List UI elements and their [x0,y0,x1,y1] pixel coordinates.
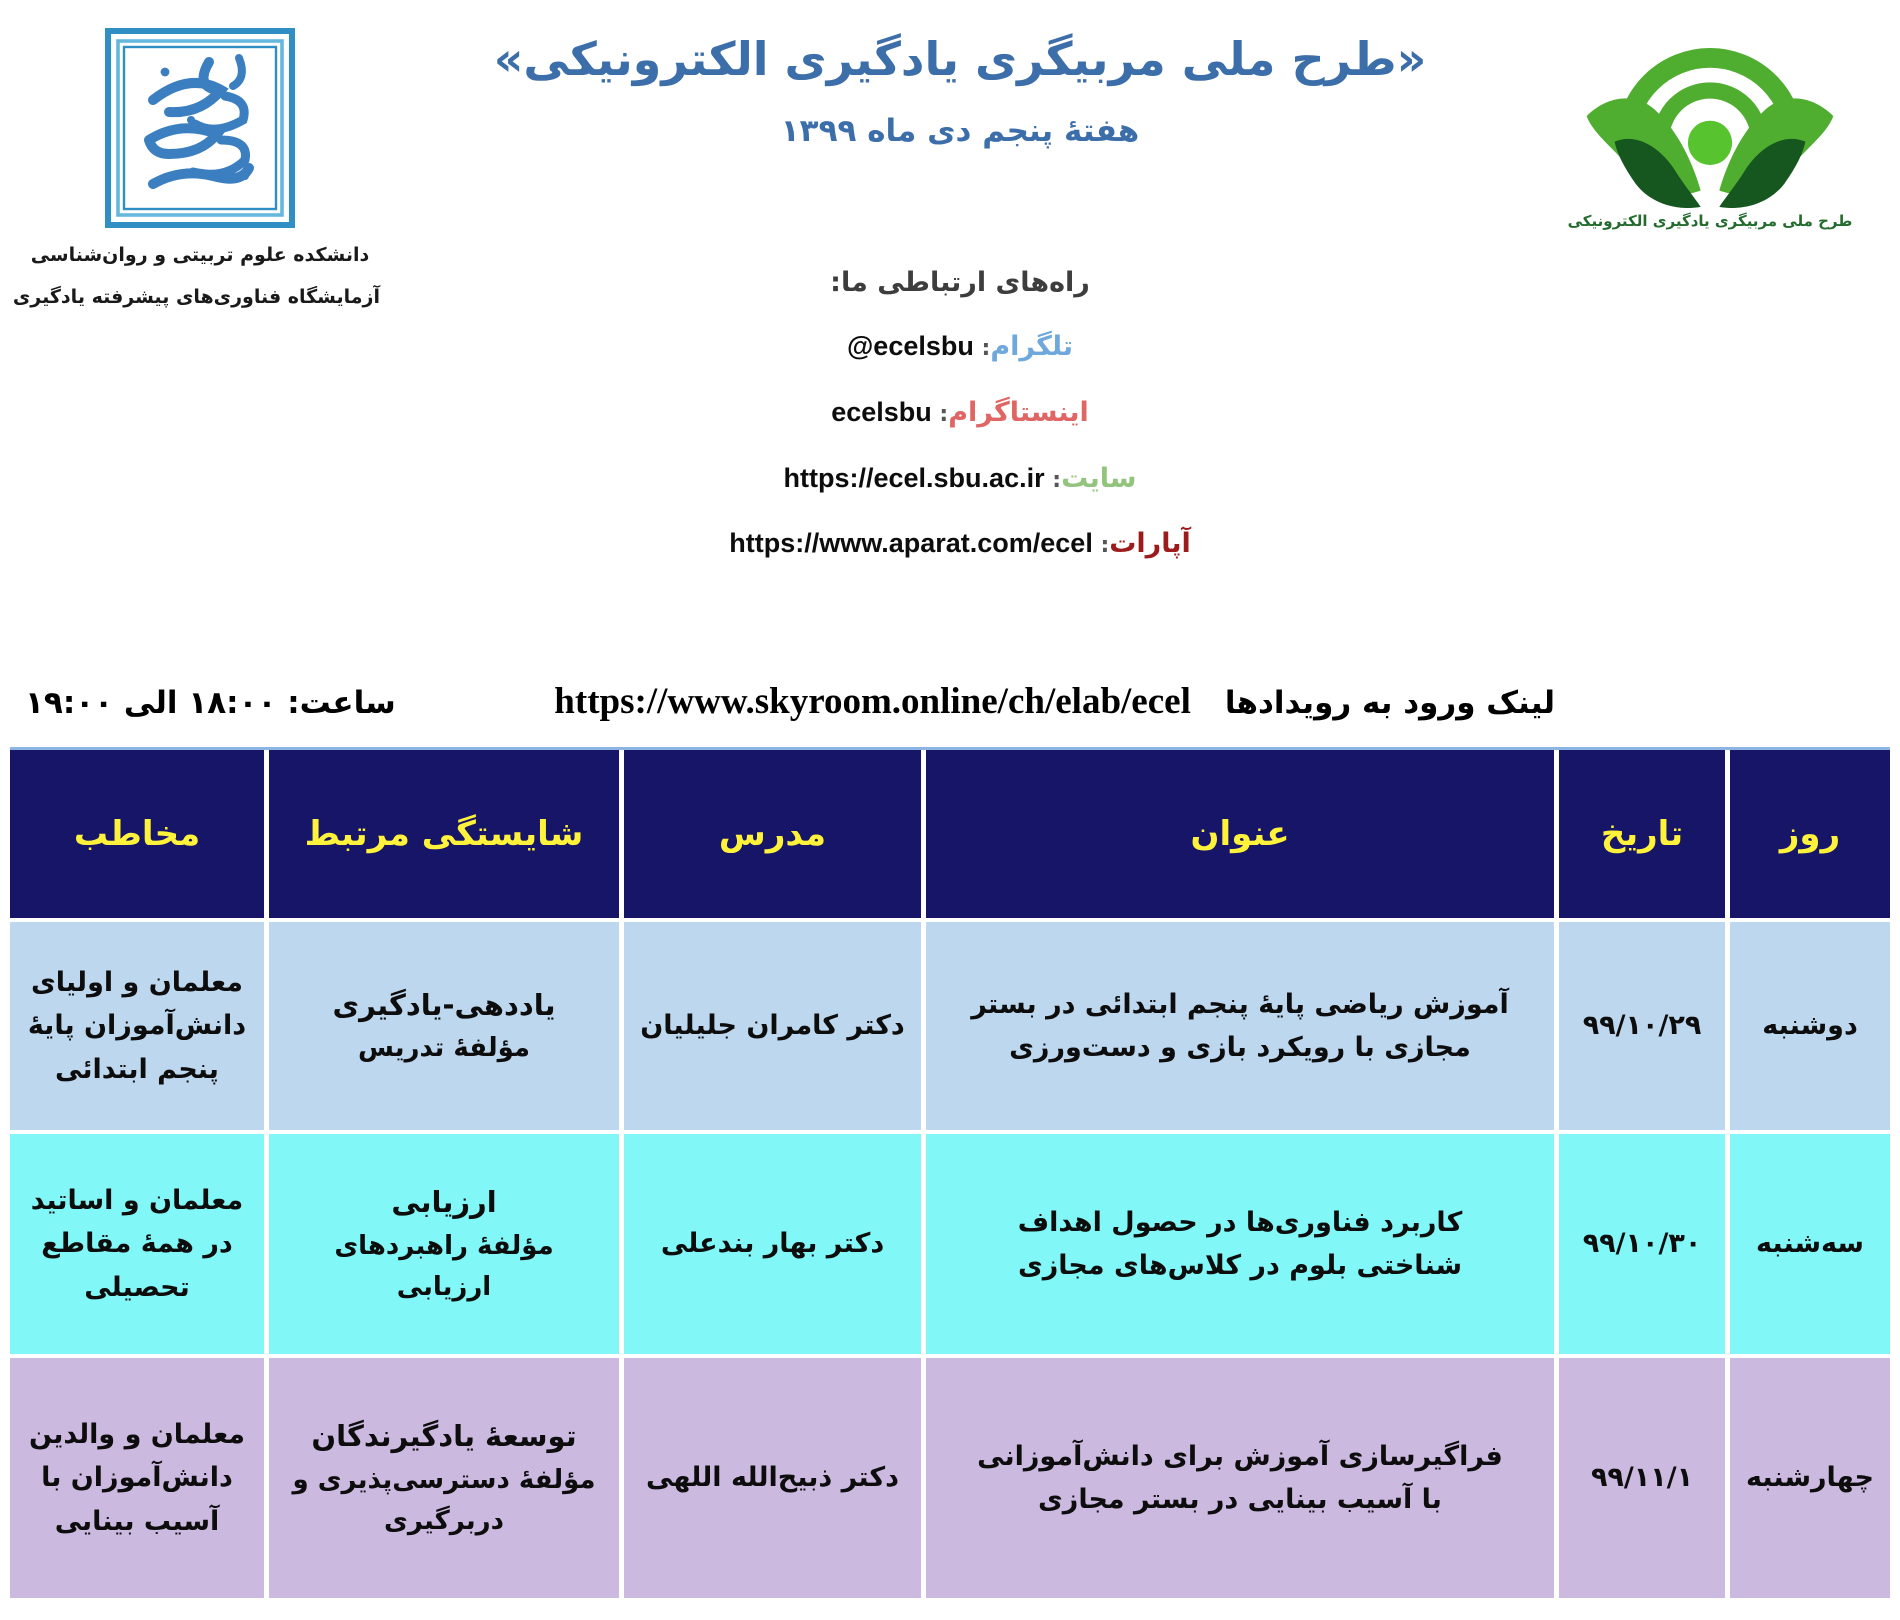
events-link-url[interactable]: https://www.skyroom.online/ch/elab/ecel [554,681,1191,722]
row1-instructor-cell: دکتر کامران جلیلیان [624,922,921,1130]
instagram-label: اینستاگرام : [932,397,1089,428]
instagram-handle[interactable]: ecelsbu [831,396,932,427]
row1-competency-main: یاددهی-یادگیری [332,988,556,1022]
row2-day-cell: سه‌شنبه [1730,1134,1890,1354]
column-header-date: تاریخ [1559,750,1725,918]
sbu-university-logo-icon [105,28,295,228]
row3-instructor-cell: دکتر ذبیح‌الله اللهی [624,1358,921,1598]
page-title: «طرح ملی مربیگری یادگیری الکترونیکی» [493,32,1427,86]
row2-instructor-cell: دکتر بهار بندعلی [624,1134,921,1354]
column-header-competency: شایستگی مرتبط [269,750,619,918]
ecel-logo-block [1540,18,1880,622]
row1-day-cell: دوشنبه [1730,922,1890,1130]
schedule-table [10,747,1890,1598]
row1-audience-cell: معلمان و اولیای دانش‌آموزان پایۀ پنجم ابتدائی [10,922,264,1130]
header-section [0,0,1900,622]
contact-item-instagram [380,396,1540,430]
row3-audience-cell: معلمان و والدین دانش‌آموزان با آسیب بینایی [10,1358,264,1598]
row3-competency-cell [269,1358,619,1598]
title-and-contact-block [380,18,1540,622]
row2-competency-sub: مؤلفۀ راهبردهای ارزیابی [334,1230,554,1303]
contact-item-website [380,462,1540,496]
row1-title-cell: آموزش ریاضی پایۀ پنجم ابتدائی در بستر مجازی با رویکرد بازی و دست‌ورزی [926,922,1554,1130]
contact-heading: راه‌های ارتباطی ما: [830,267,1090,299]
events-link-row [0,680,1900,723]
column-header-day: روز [1730,750,1890,918]
row3-title-cell: فراگیرسازی آموزش برای دانش‌آموزانی با آسیب بینایی در بستر مجازی [926,1358,1554,1598]
row2-competency-main: ارزیابی [391,1185,497,1220]
ecel-program-logo-icon [1582,30,1838,208]
row2-audience-cell: معلمان و اساتید در همۀ مقاطع تحصیلی [10,1134,264,1354]
row3-competency-main: توسعۀ یادگیرندگان [311,1419,577,1454]
row1-competency-sub: مؤلفۀ تدریس [358,1033,530,1064]
row2-date-cell: ۹۹/۱۰/۳۰ [1559,1134,1725,1354]
aparat-url[interactable]: https://www.aparat.com/ecel [729,528,1093,559]
row1-date-cell: ۹۹/۱۰/۲۹ [1559,922,1725,1130]
column-header-title: عنوان [926,750,1554,918]
faculty-name: دانشکده علوم تربیتی و روان‌شناسی [30,244,370,266]
row2-competency-cell [269,1134,619,1354]
telegram-label: تلگرام : [974,331,1073,362]
telegram-handle[interactable]: @ecelsbu [846,331,974,362]
contact-item-aparat [380,527,1540,561]
row3-competency-sub: مؤلفۀ دسترسی‌پذیری و دربرگیری [292,1464,596,1537]
row1-competency-cell [269,922,619,1130]
ecel-logo-caption: طرح ملی مربیگری یادگیری الکترونیکی [1567,212,1853,230]
row3-date-cell: ۹۹/۱۱/۱ [1559,1358,1725,1598]
page-subtitle: هفتۀ پنجم دی ماه ۱۳۹۹ [780,113,1140,150]
column-header-instructor: مدرس [624,750,921,918]
events-link-group [554,680,1555,723]
university-block [12,18,380,622]
lab-name: آزمایشگاه فناوری‌های پیشرفته یادگیری [12,286,380,308]
aparat-label: آپارات : [1093,528,1191,559]
column-header-audience: مخاطب [10,750,264,918]
website-url[interactable]: https://ecel.sbu.ac.ir [783,462,1045,493]
events-link-label: لینک ورود به رویدادها [1224,685,1555,721]
contact-item-telegram [380,330,1540,364]
session-time: ساعت: ۱۸:۰۰ الی ۱۹:۰۰ [25,685,396,721]
row2-title-cell: کاربرد فناوری‌ها در حصول اهداف شناختی بلوم در کلاس‌های مجازی [926,1134,1554,1354]
row3-day-cell: چهارشنبه [1730,1358,1890,1598]
website-label: سایت : [1045,463,1137,494]
